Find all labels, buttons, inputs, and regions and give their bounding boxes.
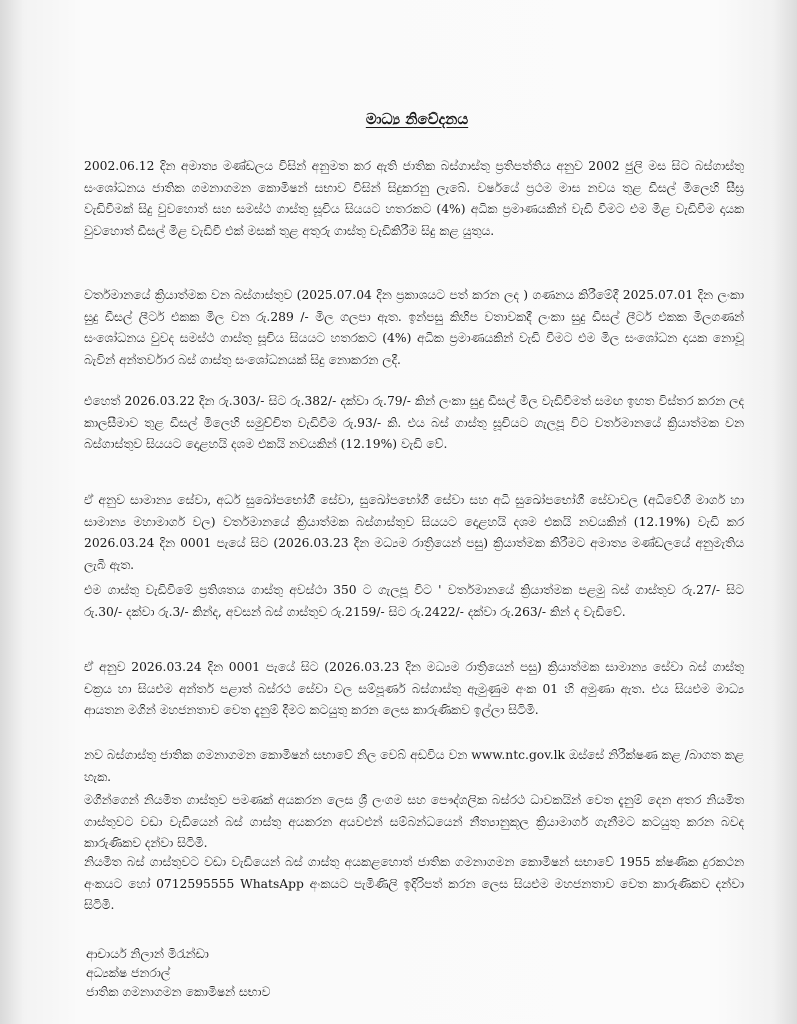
document-title-text: මාධ්‍ය නිවේදනය — [365, 110, 469, 128]
paragraph-7: නව බස්ගාස්තු ජාතික ගමනාගමන කොමිෂන් සභාවේ නිල වෙබ් අඩවිය වන www.ntc.gov.lk ඔස්සේ නිරීක්ෂණ කළ /බාගත කළ හැක. — [84, 748, 744, 784]
paragraph-2: වර්තමානයේ ක්‍රියාත්මක වන බස්ගාස්තුව (2025.07.04 දින ප්‍රකාශයට පත් කරන ලද ) ගණනය කිරීමේදී 2025.07.01 දින ලංකා සුදු ඩීසල් ලීටර් එකක මිල වන රු.289 /- මිල ගලපා ඇත. ඉන්පසු කිහිප වතාවකදී ලංකා සුදු ඩීසල් ලීටර් එකක මිලගණන් සංශෝධනය වුවද සමස්ථ ගාස්තු සූචිය සියයට හතරකට (4%) අධික ප්‍රමාණයකින් වැඩි වීමට එම මිල සංශෝධන දායක නොවූ බැවින් අන්තර්වාර බස් ගාස්තු සංශෝධනයක් සිදු නොකරන ලදී. — [84, 288, 744, 367]
paragraph-1: 2002.06.12 දින අමාත්‍ය මණ්ඩලය විසින් අනුමත කර ඇති ජාතික බස්ගාස්තු ප්‍රතිපත්තිය අනුව 2002 ජුලි මස සිට බස්ගාස්තු සංශෝධනය ජාතික ගමනාගමන කොමිෂන් සභාව විසින් සිදුකරනු ලැබේ. වර්ෂයේ ප්‍රථම මාස නවය තුළ ඩීසල් මිලෙහි සීඝ්‍ර වැඩිවීමක් සිදු වුවහොත් සහ සමස්ථ ගාස්තු සූචිය සියයට හතරකට (4%) අධික ප්‍රමාණයකින් වැඩි වීමට එම මිළ වැඩිවීම දායක වුවහොත් ඩීසල් මිළ වැඩිවී එක් මසක් තුළ අතුරු ගාස්තු වැඩිකිරීම සිදු කළ යුතුය. — [84, 159, 744, 238]
paragraph-3: එහෙත් 2026.03.22 දින රු.303/- සිට රු.382/- දක්වා රු.79/- කින් ලංකා සුදු ඩීසල් මිල වැඩිවීමත් සමඟ ඉහත විස්තර කරන ලද කාලසීමාව තුළ ඩීසල් මිලෙහි සමුච්චිත වැඩිවීම රු.93/- කි. එය බස් ගාස්තු සූචියට ගැලපූ විට වර්තමානයේ ක්‍රියාත්මක වන බස්ගාස්තුව සියයට දොළහයි දශම එකයි නවයකින් (12.19%) වැඩි වේ. — [84, 394, 744, 451]
signatory-name: ආචාර්ය නිලාන් මිරැන්ඩා — [86, 947, 209, 961]
signatory-organization: ජාතික ගමනාගමන කොමිෂන් සභාව — [86, 985, 271, 999]
paragraph-9: නියමිත බස් ගාස්තුවට වඩා වැඩියෙන් බස් ගාස්තු අයකළහොත් ජාතික ගමනාගමන කොමිෂන් සභාවේ 1955 ක්ෂණික දුරකථන අංකයට හෝ 0712595555 WhatsApp අංකයට පැමිණිලි ඉදිරිපත් කරන ලෙස සියළුම මහජනතාව වෙත කාරුණිකව දන්වා සිටිමි. — [84, 855, 744, 912]
press-release-document — [72, 0, 762, 1024]
document-title — [72, 110, 762, 128]
paragraph-4: ඒ අනුව සාමාන්‍ය සේවා, අර්ධ සුඛෝපභෝගී සේවා, සුඛෝපභෝගී සේවා සහ අධි සුඛෝපභෝගී සේවාවල (අධිවේගී මාර්ග හා සාමාන්‍ය මහාමාර්ග වල) වර්තමානයේ ක්‍රියාත්මක බස්ගාස්තුව සියයට දොළහයි දශම එකයි නවයකින් (12.19%) වැඩි කර 2026.03.24 දින 0001 පැයේ සිට (2026.03.23 දින මධ්‍යම රාත්‍රියෙන් පසු) ක්‍රියාත්මක කිරීමට අමාත්‍ය මණ්ඩලයේ අනුමැතිය ලැබී ඇත. — [84, 493, 744, 572]
signature-block — [86, 945, 270, 1002]
paragraph-8: මගීන්ගෙන් නියමිත ගාස්තුව පමණක් අයකරන ලෙස ශ්‍රී ලංගම සහ පෞද්ගලික බස්රථ ධාවකයින් වෙත දැනුම් දෙන අතර නියමිත ගාස්තුවට වඩා වැඩියෙන් බස් ගාස්තු අයකරන අයවළුන් සම්බන්ධයෙන් නීත්‍යානුකූල ක්‍රියාමාර්ග ගැනීමට කටයුතු කරන බවද කාරුණිකව දන්වා සිටිමි. — [84, 793, 744, 850]
paragraph-6: ඒ අනුව 2026.03.24 දින 0001 පැයේ සිට (2026.03.23 දින මධ්‍යම රාත්‍රියෙන් පසු) ක්‍රියාත්මක සාමාන්‍ය සේවා බස් ගාස්තු චක්‍රය හා සියළුම අන්තර් පළාත් බස්රථ සේවා වල සම්පූර්ණ බස්ගාස්තු ඇමුණුම අංක 01 හි අමුණා ඇත. එය සියළුම මාධ්‍ය ආයතන මගින් මහජනතාව වෙත දැනුම් දීමට කටයුතු කරන ලෙස කාරුණිකව ඉල්ලා සිටිමි. — [84, 660, 744, 717]
signatory-designation: අධ්‍යක්ෂ ජනරාල් — [86, 966, 171, 980]
paragraph-5: එම ගාස්තු වැඩිවීමේ ප්‍රතිශතය ගාස්තු අවස්ථා 350 ට ගැලපූ විට ' වර්තමානයේ ක්‍රියාත්මක පළමු බස් ගාස්තුව රු.27/- සිට රු.30/- දක්වා රු.3/- කින්ද, අවසන් බස් ගාස්තුව රු.2159/- සිට රු.2422/- දක්වා රු.263/- කින් ද වැඩිවේ. — [84, 583, 744, 619]
